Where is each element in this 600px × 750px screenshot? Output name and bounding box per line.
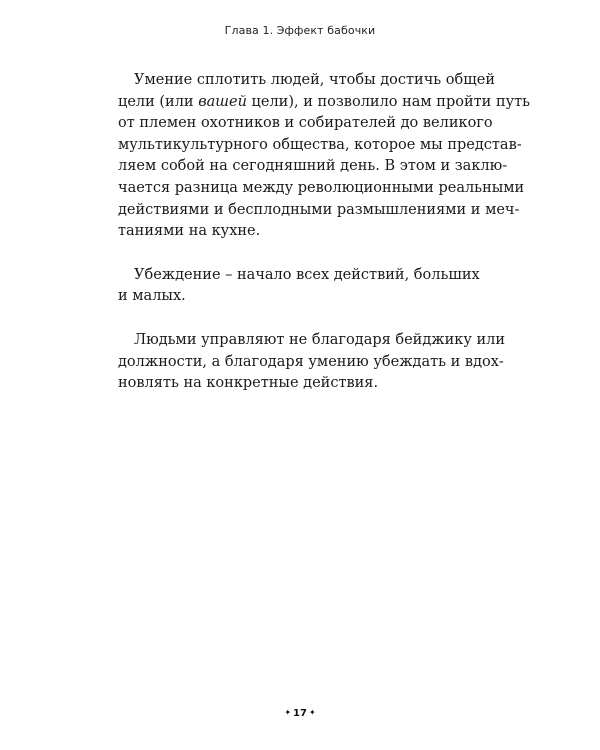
text-span: цели (или bbox=[118, 93, 199, 110]
text-line: Умение сплотить людей, чтобы достичь общей bbox=[134, 72, 495, 88]
paragraph-3 bbox=[118, 330, 506, 395]
text-line: новлять на конкретные действия. bbox=[118, 375, 379, 392]
page-number bbox=[0, 708, 600, 719]
text-line: чается разница между революционными реальными bbox=[118, 179, 525, 196]
text-line: должности, а благодаря умению убеждать и вдох- bbox=[118, 353, 504, 370]
text-line: мультикультурного общества, которое мы представ- bbox=[118, 136, 522, 153]
text-span: цели), и позволило нам пройти путь bbox=[246, 93, 531, 110]
body-text bbox=[118, 70, 531, 417]
text-line: Убеждение – начало всех действий, больших bbox=[134, 266, 480, 283]
emphasis-text: вашей bbox=[198, 93, 247, 110]
text-line: таниями на кухне. bbox=[118, 223, 261, 240]
text-line: и малых. bbox=[118, 288, 186, 305]
paragraph-2 bbox=[118, 265, 480, 308]
text-line bbox=[118, 92, 531, 114]
ornament-icon: ✦ bbox=[284, 708, 292, 717]
text-line: ляем собой на сегодняшний день. В этом и заклю- bbox=[118, 158, 508, 175]
page-number-value: 17 bbox=[293, 708, 307, 719]
text-line: действиями и бесплодными размышлениями и меч- bbox=[118, 201, 520, 218]
text-line: Людьми управляют не благодаря бейджику или bbox=[134, 331, 506, 348]
paragraph-1 bbox=[118, 70, 531, 243]
running-head: Глава 1. Эффект бабочки bbox=[224, 24, 376, 37]
text-line: от племен охотников и собирателей до великого bbox=[118, 115, 493, 132]
ornament-icon: ✦ bbox=[308, 708, 316, 717]
